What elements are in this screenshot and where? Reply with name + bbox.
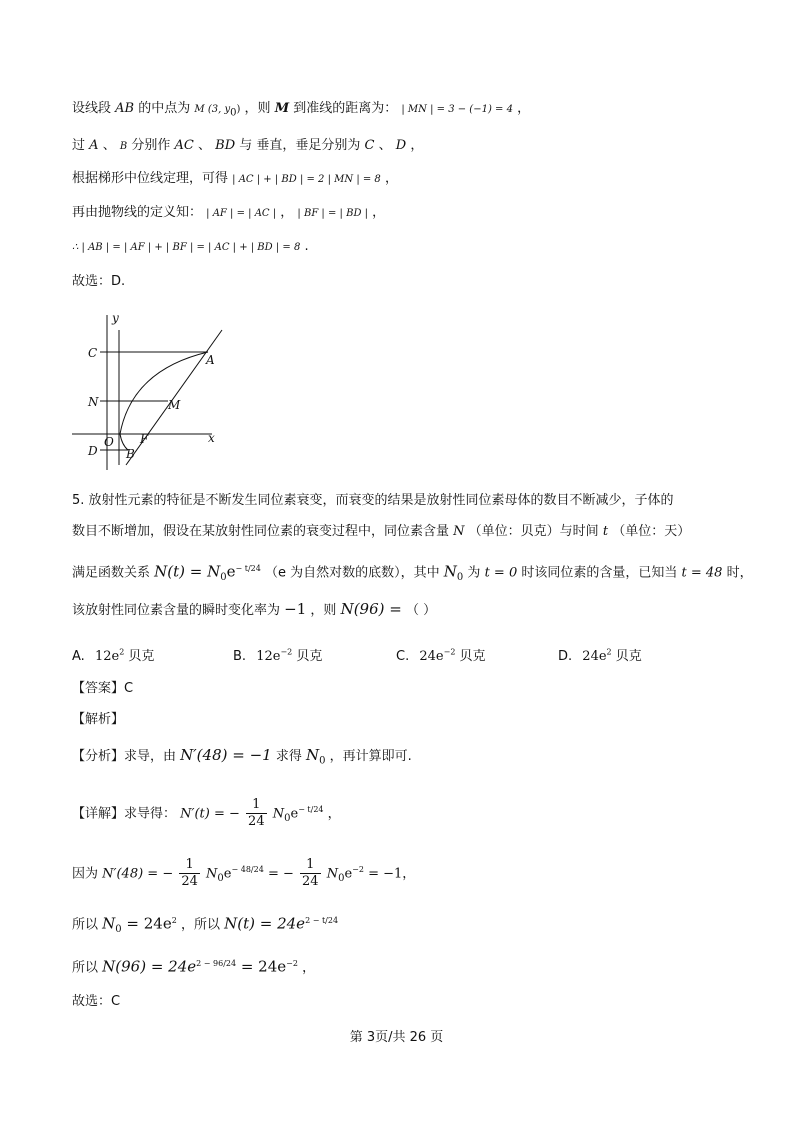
text: ，	[302, 960, 316, 976]
math-e: e	[223, 866, 232, 882]
option-letter: A.	[72, 649, 85, 664]
text: 为	[467, 565, 481, 581]
text: 过	[72, 138, 86, 153]
text: 的中点为	[138, 101, 191, 116]
xiangjie-line	[72, 792, 341, 837]
option-value: 12e	[94, 649, 120, 664]
math-N: N	[326, 866, 339, 882]
math-AC: AC	[174, 138, 194, 153]
label-F: F	[140, 432, 149, 446]
math-lhs: N′(48) = −	[102, 866, 174, 882]
math-sub: 0	[456, 571, 464, 583]
text: 分别作	[131, 138, 171, 153]
text: 所以	[72, 917, 99, 933]
text: 、	[197, 138, 211, 153]
option-letter: B.	[233, 649, 247, 664]
text: （ ）	[405, 603, 437, 618]
denominator: 24	[302, 874, 319, 890]
text: 、	[378, 138, 392, 153]
numerator: 1	[246, 797, 267, 814]
page-footer: 第 3页/共 26 页	[349, 1030, 444, 1045]
text: .	[304, 239, 309, 254]
option-a[interactable]	[72, 645, 154, 664]
solution-line-midpoint	[72, 100, 530, 123]
text: 【详解】求导得：	[72, 806, 177, 822]
math-exp: −2	[352, 865, 364, 874]
math-N0: N	[102, 914, 116, 933]
option-c[interactable]	[396, 645, 486, 664]
text: 时该同位素的含量，已知当	[521, 565, 678, 581]
text: 时，	[726, 565, 753, 581]
math-Nt: N(t) = 24e	[224, 914, 306, 933]
math-derivative-eq: N′(48) = −1	[180, 746, 272, 764]
math-N: N	[453, 524, 465, 539]
label-C: C	[88, 346, 98, 360]
math-sub: 0	[319, 755, 326, 767]
question-5-line-4	[72, 600, 436, 620]
fraction	[300, 857, 321, 890]
label-y: y	[112, 311, 119, 325]
math-exp: 2	[171, 916, 177, 925]
label-N: N	[88, 395, 99, 409]
math-M-coord: M (3, y	[194, 104, 231, 115]
suoyi-line-2	[72, 955, 315, 977]
solution-line-conclusion	[72, 238, 309, 257]
text: （单位：天）	[612, 524, 691, 539]
text: ，则	[244, 101, 271, 116]
math-e: e	[226, 562, 236, 581]
solution-line-definition	[72, 204, 385, 223]
label-D: D	[88, 444, 98, 458]
math-sub: 0	[338, 872, 345, 884]
math-exp: −2	[286, 959, 298, 968]
math-N: N	[206, 866, 218, 882]
math-D: D	[395, 138, 407, 153]
option-d[interactable]	[558, 645, 642, 664]
math-N0: N	[443, 562, 457, 581]
math-result: = −1，	[368, 866, 416, 882]
math-M: M	[274, 101, 290, 116]
fraction	[246, 797, 267, 830]
math-exp: − 48/24	[231, 865, 264, 874]
math-MN-eq: | MN | = 3 − (−1) = 4	[401, 104, 513, 115]
text: （e 为自然对数的底数），其中	[265, 565, 440, 581]
answer-label: 【答案】C	[72, 681, 134, 696]
math-exp: 2 − 96/24	[196, 959, 237, 968]
math-Nt: N(t) = N	[154, 562, 221, 581]
option-value: 24e	[419, 649, 444, 664]
math-paren: )	[236, 104, 241, 115]
math-sub: 0	[220, 571, 227, 583]
label-x: x	[208, 431, 215, 445]
option-unit: 贝克	[615, 649, 642, 664]
label-O: O	[104, 435, 114, 449]
option-unit: 贝克	[128, 649, 155, 664]
option-exp: −2	[280, 647, 293, 657]
math-B: B	[119, 141, 128, 152]
math-eq: = −	[267, 866, 294, 882]
math-t48: t = 48	[681, 565, 723, 581]
option-value: 12e	[256, 649, 281, 664]
math-sub: 0	[230, 107, 237, 119]
math-A: A	[89, 138, 99, 153]
solution-line-trapezoid	[72, 170, 398, 189]
text: ，	[280, 205, 294, 220]
solution-line-perpendicular	[72, 137, 423, 156]
math-sub: 0	[217, 872, 224, 884]
numerator: 1	[179, 857, 200, 874]
math-BF-eq: | BF | = | BD |	[297, 208, 369, 219]
numerator: 1	[300, 857, 321, 874]
text: ，再计算即可.	[329, 749, 412, 764]
math-AB: AB	[115, 101, 135, 116]
math-exp: − t/24	[235, 564, 261, 573]
text: 、	[102, 138, 116, 153]
text: 与 垂直，垂足分别为	[239, 138, 361, 153]
math-N: N	[272, 806, 285, 822]
final-answer: 故选：C	[72, 994, 121, 1009]
text: 数目不断增加，假设在某放射性同位素的衰变过程中，同位素含量	[72, 524, 450, 539]
math-t: t	[602, 524, 609, 539]
text: ，所以	[180, 917, 220, 933]
fraction	[179, 857, 200, 890]
label-M: M	[168, 398, 181, 412]
text: 求得	[275, 749, 302, 764]
option-exp: −2	[443, 647, 456, 657]
math-AB-eq: ∴ | AB | = | AF | + | BF | = | AC | + | BD | = 8	[72, 242, 301, 253]
text: 到准线的距离为：	[293, 101, 398, 116]
yinwei-line	[72, 852, 415, 897]
text: 该放射性同位素含量的瞬时变化率为	[72, 603, 281, 618]
option-b[interactable]	[233, 645, 322, 664]
math-N96: N(96) = 24e	[102, 957, 197, 976]
text: 【分析】求导，由	[72, 749, 177, 764]
denominator: 24	[248, 814, 265, 830]
parabola-diagram	[72, 310, 232, 470]
text: 满足函数关系	[72, 565, 151, 581]
text: （单位：贝克）与时间	[468, 524, 599, 539]
text: ，	[517, 101, 531, 116]
question-5-line-1: 5. 放射性元素的特征是不断发生同位素衰变，而衰变的结果是放射性同位素母体的数目不断减少，子体的	[72, 493, 674, 508]
math-e: e	[290, 806, 299, 822]
option-exp: 2	[119, 647, 125, 657]
option-unit: 贝克	[296, 649, 323, 664]
question-5-line-2	[72, 523, 690, 541]
text: ，	[372, 205, 386, 220]
math-exp: 2 − t/24	[305, 916, 339, 925]
text: 再由抛物线的定义知：	[72, 205, 203, 220]
math-value: = 24e	[236, 957, 287, 976]
text: 因为	[72, 866, 99, 882]
math-sub: 0	[284, 812, 291, 824]
text: ，	[410, 138, 424, 153]
math-C: C	[364, 138, 375, 153]
option-exp: 2	[606, 647, 612, 657]
option-letter: D.	[558, 649, 573, 664]
text: ，	[384, 171, 398, 186]
math-sum-eq: | AC | + | BD | = 2 | MN | = 8	[232, 174, 381, 185]
text: ，则	[310, 603, 337, 618]
math-minus-one: −1	[284, 600, 307, 618]
option-letter: C.	[396, 649, 410, 664]
label-B: B	[126, 447, 135, 461]
answer-choice-d: 故选：D.	[72, 274, 126, 289]
analysis-label: 【解析】	[72, 712, 125, 727]
math-exp: − t/24	[298, 805, 324, 814]
math-AF-eq: | AF | = | AC |	[206, 208, 277, 219]
math-N0: N	[306, 746, 320, 764]
fenxi-line	[72, 746, 412, 771]
text: 所以	[72, 960, 99, 976]
option-value: 24e	[582, 649, 607, 664]
math-value: = 24e	[121, 914, 172, 933]
text: 设线段	[72, 101, 112, 116]
math-e: e	[344, 866, 353, 882]
text: 根据梯形中位线定理，可得	[72, 171, 229, 186]
math-BD: BD	[215, 138, 236, 153]
math-lhs: N′(t) = −	[180, 806, 240, 822]
math-N96: N(96) =	[340, 600, 402, 618]
suoyi-line-1	[72, 912, 338, 939]
denominator: 24	[181, 874, 198, 890]
question-5-line-3	[72, 560, 753, 587]
label-A: A	[206, 353, 215, 367]
math-sub: 0	[115, 923, 122, 935]
option-unit: 贝克	[459, 649, 486, 664]
math-t0: t = 0	[484, 565, 518, 581]
text: ，	[327, 806, 341, 822]
